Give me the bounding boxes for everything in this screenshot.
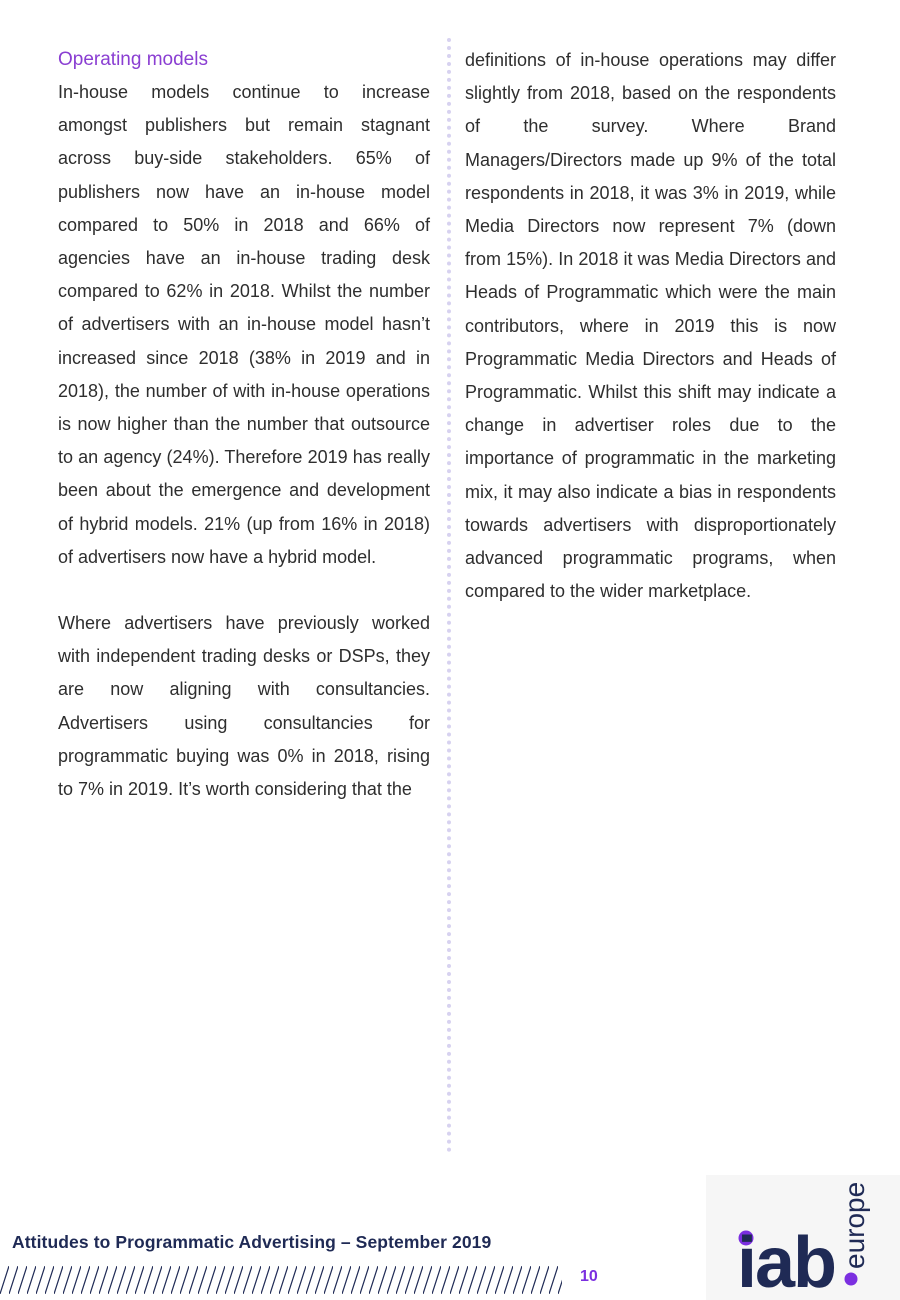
column-divider [447, 38, 451, 1153]
section-heading: Operating models [58, 49, 208, 70]
right-column [465, 44, 836, 608]
logo-sub-text: europe [839, 1181, 870, 1269]
left-column [58, 44, 430, 806]
body-paragraph: Where advertisers have previously worked with independent trading desks or DSPs, they are now aligning with consultancies. Advertisers using consultancies for programmatic buying was 0% in 2018, rising to 7% in 2019. It’s worth considering that the [58, 613, 430, 800]
body-paragraph: In-house models continue to increase amongst publishers but remain stagnant across buy-side stakeholders. 65% of publishers now have an in-house model compared to 50% in 2018 and 66% of agencies have an in-house trading desk compared to 62% in 2018. Whilst the number of advertisers with an in-house model hasn’t increased since 2018 (38% in 2019 and in 2018), the number of with in-house operations is now higher than the number that outsource to an agency (24%). Therefore 2019 has really been about the emergence and development of hybrid models. 21% (up from 16% in 2018) of advertisers now have a hybrid model. [58, 82, 430, 567]
body-paragraph: definitions of in-house operations may differ slightly from 2018, based on the respondents of the survey. Where Brand Managers/Directors made up 9% of the total respondents in 2018, it was 3% in 2019, while Media Directors now represent 7% (down from 15%). In 2018 it was Media Directors and Heads of Programmatic which were the main contributors, where in 2019 this is now Programmatic Media Directors and Heads of Programmatic. Whilst this shift may indicate a change in advertiser roles due to the importance of programmatic in the marketing mix, it may also indicate a bias in respondents towards advertisers with disproportionately advanced programmatic programs, when compared to the wider marketplace. [465, 50, 836, 602]
logo-main-text: iab [737, 1223, 836, 1300]
footer-hatch-pattern [0, 1266, 562, 1294]
footer-title: Attitudes to Programmatic Advertising – September 2019 [12, 1232, 492, 1252]
iab-europe-logo [706, 1175, 900, 1300]
page-number: 10 [580, 1268, 598, 1285]
